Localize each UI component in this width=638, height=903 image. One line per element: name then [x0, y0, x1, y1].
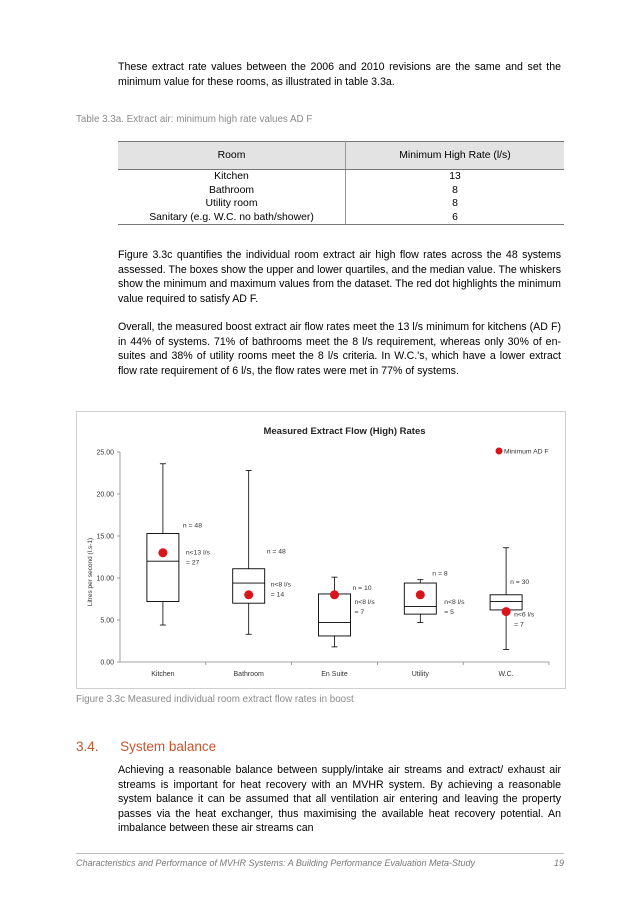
table-header-rate: Minimum High Rate (l/s): [346, 142, 565, 170]
y-tick-label: 20.00: [96, 491, 114, 499]
data-annotation: = 27: [185, 559, 200, 567]
footer-rule: [76, 853, 564, 854]
table-row: [118, 184, 564, 198]
table-cell-room: Bathroom: [118, 184, 346, 198]
iqr-box: [319, 594, 351, 636]
table-caption: Table 3.3a. Extract air: minimum high rate values AD F: [76, 114, 313, 125]
table-cell-rate: 13: [449, 171, 461, 183]
legend-marker: [496, 448, 503, 455]
data-annotation: n<8 l/s: [354, 599, 375, 607]
minimum-adf-marker: [330, 590, 339, 599]
table-row: [118, 211, 564, 225]
intro-paragraph: These extract rate values between the 2006 and 2010 revisions are the same and set the minimum value for these rooms, as illustrated in table 3.3a.: [118, 61, 561, 88]
page-number: 19: [553, 858, 564, 868]
section-number: 3.4.: [76, 739, 99, 754]
data-annotation: n = 30: [510, 578, 530, 586]
data-annotation: = 7: [354, 609, 365, 617]
legend-label: Minimum AD F: [504, 448, 549, 456]
table-row: [118, 170, 564, 184]
chart-container: [76, 411, 566, 689]
y-axis-label: Litres per second (l.s-1): [87, 537, 94, 607]
x-tick-label: Bathroom: [233, 671, 264, 678]
section-heading: [76, 739, 216, 754]
data-annotation: n<8 l/s: [444, 599, 465, 607]
section-title: System balance: [120, 739, 217, 754]
data-annotation: = 7: [514, 621, 524, 629]
table-cell-room: Sanitary (e.g. W.C. no bath/shower): [118, 211, 346, 225]
minimum-adf-marker: [244, 590, 253, 599]
data-annotation: = 5: [444, 609, 454, 617]
figure-caption: Figure 3.3c Measured individual room extract flow rates in boost: [76, 694, 354, 705]
table-cell-room: Kitchen: [118, 170, 346, 184]
min-rate-table: [118, 141, 564, 225]
data-annotation: n = 48: [182, 522, 202, 530]
minimum-adf-marker: [502, 607, 511, 616]
paragraph-results-summary: Overall, the measured boost extract air flow rates meet the 13 l/s minimum for kitchens (AD F) in 44% of systems. 71% of bathrooms meet the 8 l/s requirement, whereas only 30% of en-suites and 38% of utility rooms meet the 8 l/s criteria. In W.C.'s, which have a lower extract flow rate requirement of 6 l/s, the flow rates were met in 77% of systems.: [118, 321, 561, 377]
data-annotation: n = 8: [432, 570, 448, 578]
box-plot-chart: [77, 412, 565, 688]
y-tick-label: 25.00: [96, 449, 114, 457]
minimum-adf-marker: [158, 548, 167, 557]
y-tick-label: 0.00: [100, 659, 114, 667]
x-tick-label: Kitchen: [151, 671, 175, 678]
paragraph-figure-description: Figure 3.3c quantifies the individual room extract air high flow rates across the 48 systems assessed. The boxes show the upper and lower quartiles, and the median value. The whiskers show the minimum and maximum values from the dataset. The red dot highlights the minimum value required to satisfy AD F.: [118, 249, 561, 305]
table-cell-rate: 8: [452, 184, 458, 196]
table-cell-room: Utility room: [118, 197, 346, 211]
minimum-adf-marker: [416, 590, 425, 599]
x-tick-label: W.C.: [498, 671, 514, 678]
footer-text: Characteristics and Performance of MVHR Systems: A Building Performance Evaluation Meta-Study: [76, 858, 475, 868]
y-tick-label: 15.00: [96, 533, 114, 541]
table-header-room: Room: [118, 142, 346, 170]
data-annotation: n = 48: [266, 548, 286, 556]
y-tick-label: 10.00: [96, 575, 114, 583]
iqr-box: [147, 533, 179, 601]
table-cell-rate: 6: [346, 211, 565, 225]
data-annotation: = 14: [270, 591, 285, 599]
table-cell-rate: 8: [452, 198, 458, 210]
chart-title: Measured Extract Flow (High) Rates: [263, 426, 426, 437]
data-annotation: n<13 l/s: [185, 549, 210, 557]
table-row: [118, 197, 564, 211]
x-tick-label: En Suite: [321, 671, 348, 678]
data-annotation: n<6 l/s: [514, 611, 535, 619]
paragraph-system-balance: Achieving a reasonable balance between supply/intake air streams and extract/ exhaust air streams is important for heat recovery with an MVHR system. By achieving a reasonable system balance it can be assumed that all ventilation air entering and leaving the property passes via the heat exchanger, thus maximising the available heat recovery potential. An imbalance between these air streams can: [118, 764, 561, 835]
data-annotation: n<8 l/s: [270, 581, 291, 589]
data-annotation: n = 10: [352, 584, 372, 592]
x-tick-label: Utility: [411, 671, 429, 678]
y-tick-label: 5.00: [100, 617, 114, 625]
